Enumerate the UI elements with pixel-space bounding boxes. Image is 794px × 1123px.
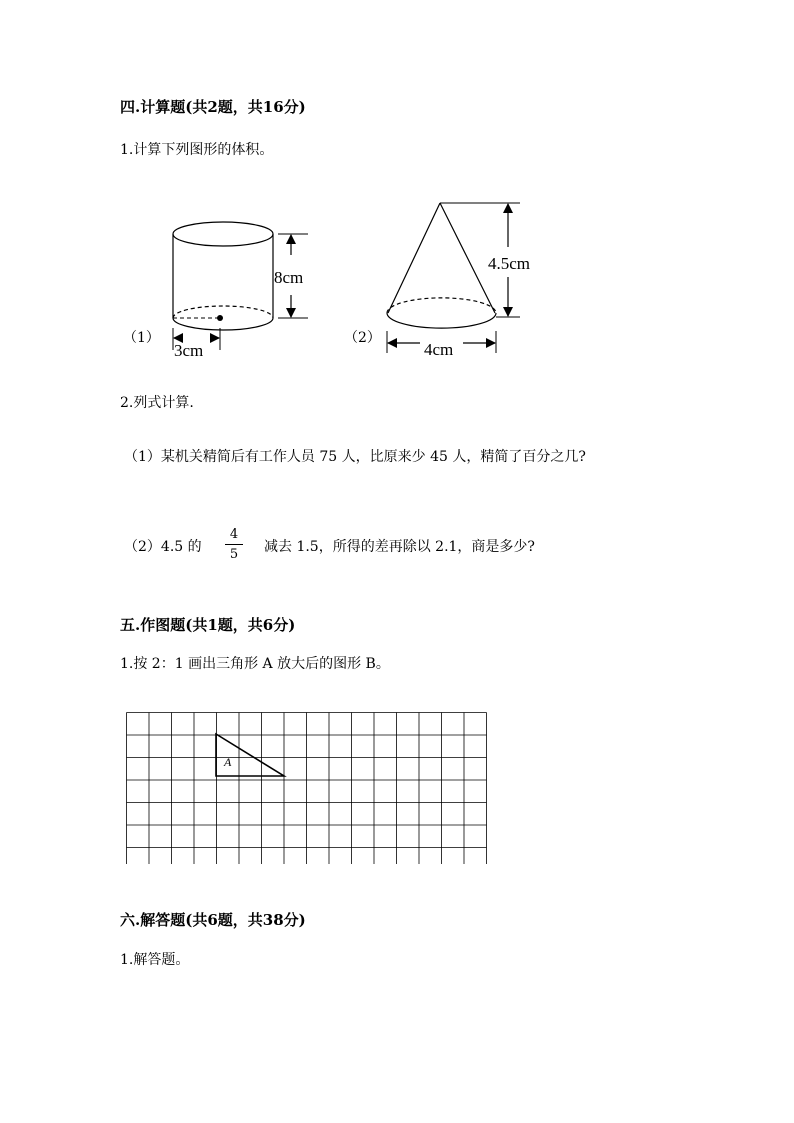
q2-sub2-suffix: 减去 1.5，所得的差再除以 2.1，商是多少? [264, 539, 535, 555]
section5-title: 五.作图题(共1题，共6分) [120, 616, 296, 634]
cylinder-bottom-back [173, 306, 273, 318]
fraction-four-fifths [225, 527, 243, 562]
section6-title: 六.解答题(共6题，共38分) [120, 911, 306, 929]
s5-q1-prompt: 1.按 2：1 画出三角形 A 放大后的图形 B。 [120, 656, 390, 672]
cone-left-edge [388, 203, 440, 313]
section4-title: 四.计算题(共2题，共16分) [120, 98, 306, 116]
cylinder-radius-label: 3cm [174, 341, 204, 360]
fig2-label: （2） [344, 330, 381, 346]
cylinder-height-label: 8cm [274, 268, 304, 287]
fraction-denominator: 5 [229, 547, 239, 562]
cone-figure [380, 195, 550, 365]
q2-sub2-prefix: （2）4.5 的 [124, 539, 202, 555]
fraction-numerator: 4 [229, 527, 239, 542]
s6-q1-prompt: 1.解答题。 [120, 952, 190, 968]
drawing-grid[interactable] [126, 712, 488, 864]
cone-diameter-label: 4cm [424, 340, 454, 359]
q2-prompt: 2.列式计算. [120, 395, 194, 411]
cylinder-bottom-front [173, 318, 273, 330]
q1-prompt: 1.计算下列图形的体积。 [120, 142, 274, 158]
cylinder-figure [160, 210, 320, 360]
fig1-label: （1） [123, 330, 160, 346]
cone-base-back [387, 298, 496, 313]
triangle-a-label: A [224, 755, 232, 769]
cone-right-edge [440, 203, 495, 313]
fraction-bar [225, 544, 243, 545]
cone-height-label: 4.5cm [488, 254, 531, 273]
cone-base-front [387, 313, 496, 328]
cylinder-top [173, 222, 273, 246]
q2-sub1: （1）某机关精简后有工作人员 75 人，比原来少 45 人，精简了百分之几? [124, 449, 586, 465]
grid-lines [127, 713, 487, 865]
